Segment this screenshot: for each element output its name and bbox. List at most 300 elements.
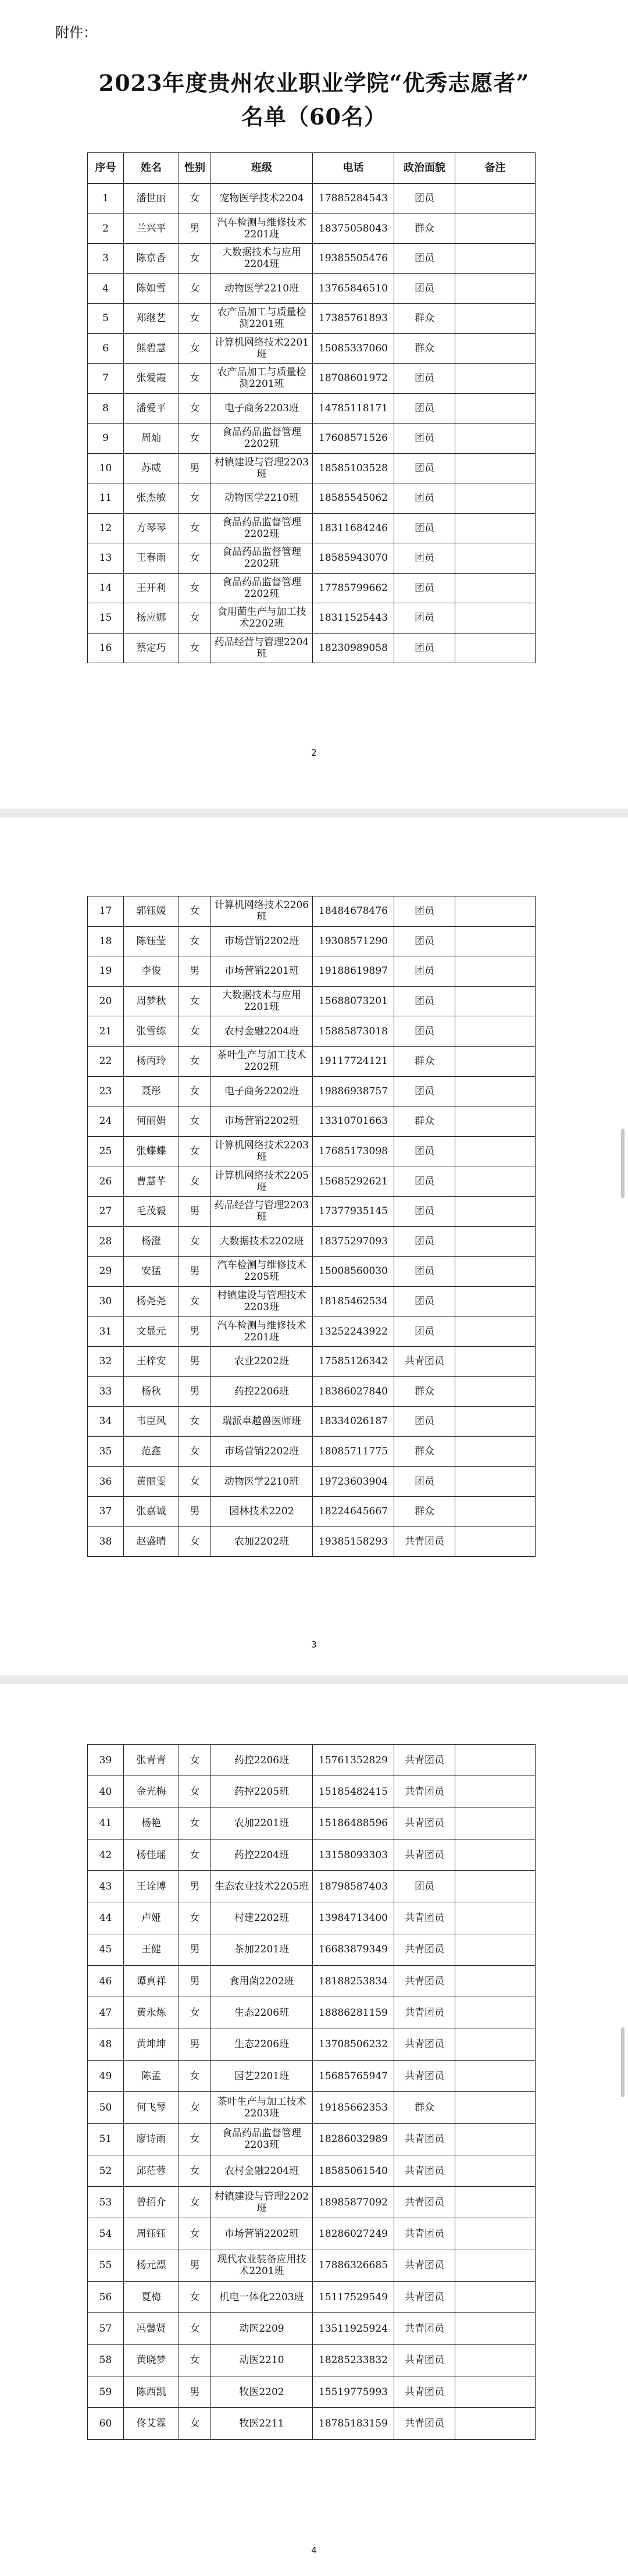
cell-name: 周钰钰 xyxy=(124,2218,179,2250)
cell-class: 药品经营与管理2204班 xyxy=(211,633,313,663)
cell-gender: 男 xyxy=(179,1346,211,1376)
cell-name: 杨秋 xyxy=(124,1376,179,1407)
cell-political-status: 共青团员 xyxy=(394,2282,455,2313)
cell-political-status: 团员 xyxy=(394,273,455,304)
cell-name: 夏梅 xyxy=(124,2282,179,2313)
cell-name: 何丽娟 xyxy=(124,1106,179,1137)
cell-remarks xyxy=(455,2187,536,2218)
table-row xyxy=(88,2123,536,2155)
cell-index: 27 xyxy=(88,1196,124,1226)
cell-phone: 13252243922 xyxy=(313,1317,394,1347)
cell-gender: 男 xyxy=(179,2376,211,2407)
table-row xyxy=(88,513,536,543)
table-row xyxy=(88,1076,536,1106)
cell-name: 黄坤坤 xyxy=(124,2029,179,2060)
cell-remarks xyxy=(455,1966,536,1997)
cell-index: 57 xyxy=(88,2313,124,2344)
table-row xyxy=(88,573,536,603)
cell-gender: 女 xyxy=(179,513,211,543)
cell-index: 9 xyxy=(88,424,124,454)
cell-phone: 18286032989 xyxy=(313,2123,394,2155)
cell-class: 食品药品监督管理2202班 xyxy=(211,513,313,543)
cell-name: 曾招介 xyxy=(124,2187,179,2218)
cell-remarks xyxy=(455,2155,536,2186)
cell-index: 50 xyxy=(88,2092,124,2123)
cell-remarks xyxy=(455,2344,536,2376)
cell-class: 计算机网络技术2201班 xyxy=(211,333,313,364)
cell-index: 48 xyxy=(88,2029,124,2060)
table-row xyxy=(88,304,536,334)
cell-political-status: 群众 xyxy=(394,1376,455,1407)
cell-gender: 女 xyxy=(179,2344,211,2376)
table-row xyxy=(88,364,536,394)
cell-class: 食用菌2202班 xyxy=(211,1966,313,1997)
table-row xyxy=(88,1106,536,1137)
cell-phone: 19886938757 xyxy=(313,1076,394,1106)
cell-phone: 19385158293 xyxy=(313,1527,394,1557)
cell-political-status: 团员 xyxy=(394,1076,455,1106)
cell-remarks xyxy=(455,1871,536,1902)
cell-index: 54 xyxy=(88,2218,124,2250)
table-row xyxy=(88,1776,536,1808)
table-row xyxy=(88,1257,536,1287)
cell-phone: 18286027249 xyxy=(313,2218,394,2250)
cell-name: 陈如雪 xyxy=(124,273,179,304)
cell-index: 7 xyxy=(88,364,124,394)
cell-class: 汽车检测与维修技术2201班 xyxy=(211,214,313,244)
cell-index: 59 xyxy=(88,2376,124,2407)
cell-gender: 女 xyxy=(179,1839,211,1870)
cell-remarks xyxy=(455,2250,536,2281)
cell-class: 农村金融2204班 xyxy=(211,2155,313,2186)
cell-gender: 女 xyxy=(179,2123,211,2155)
cell-remarks xyxy=(455,214,536,244)
cell-remarks xyxy=(455,2218,536,2250)
cell-phone: 17385761893 xyxy=(313,304,394,334)
cell-gender: 女 xyxy=(179,1226,211,1257)
cell-political-status: 团员 xyxy=(394,1257,455,1287)
cell-gender: 男 xyxy=(179,1257,211,1287)
cell-gender: 男 xyxy=(179,2029,211,2060)
cell-remarks xyxy=(455,1346,536,1376)
cell-phone: 18230989058 xyxy=(313,633,394,663)
cell-index: 8 xyxy=(88,393,124,424)
cell-phone: 18085711775 xyxy=(313,1436,394,1467)
cell-index: 3 xyxy=(88,244,124,274)
cell-remarks xyxy=(455,986,536,1016)
table-row xyxy=(88,333,536,364)
cell-name: 冯馨贤 xyxy=(124,2313,179,2344)
cell-name: 毛茂毅 xyxy=(124,1196,179,1226)
table-row xyxy=(88,2250,536,2281)
page-number: 3 xyxy=(311,1639,317,1650)
cell-name: 郑继艺 xyxy=(124,304,179,334)
cell-gender: 女 xyxy=(179,244,211,274)
cell-name: 黄永炼 xyxy=(124,1997,179,2029)
cell-phone: 15008560030 xyxy=(313,1257,394,1287)
table-row xyxy=(88,1196,536,1226)
cell-phone: 18785183159 xyxy=(313,2408,394,2439)
table-row xyxy=(88,1317,536,1347)
cell-political-status: 共青团员 xyxy=(394,1808,455,1839)
cell-political-status: 共青团员 xyxy=(394,1745,455,1776)
cell-remarks xyxy=(455,1257,536,1287)
cell-gender: 女 xyxy=(179,2155,211,2186)
cell-index: 46 xyxy=(88,1966,124,1997)
cell-class: 大数据技术2202班 xyxy=(211,1226,313,1257)
table-row xyxy=(88,2155,536,2186)
cell-name: 王健 xyxy=(124,1934,179,1965)
cell-remarks xyxy=(455,1407,536,1437)
cell-class: 动物医学2210班 xyxy=(211,483,313,514)
cell-index: 29 xyxy=(88,1257,124,1287)
table-row xyxy=(88,2092,536,2123)
cell-phone: 17885284543 xyxy=(313,184,394,214)
cell-name: 周灿 xyxy=(124,424,179,454)
cell-class: 大数据技术与应用2201班 xyxy=(211,986,313,1016)
cell-political-status: 共青团员 xyxy=(394,2313,455,2344)
volunteer-table-page-2 xyxy=(87,896,536,1557)
table-row xyxy=(88,1934,536,1965)
cell-political-status: 共青团员 xyxy=(394,2408,455,2439)
cell-gender: 女 xyxy=(179,633,211,663)
cell-gender: 男 xyxy=(179,2250,211,2281)
cell-political-status: 团员 xyxy=(394,603,455,634)
cell-remarks xyxy=(455,2376,536,2407)
cell-political-status: 团员 xyxy=(394,1407,455,1437)
table-row xyxy=(88,2282,536,2313)
cell-gender: 女 xyxy=(179,2313,211,2344)
cell-class: 农产品加工与质量检测2201班 xyxy=(211,304,313,334)
table-row xyxy=(88,1226,536,1257)
header-name: 姓名 xyxy=(124,153,179,184)
cell-class: 计算机网络技术2203班 xyxy=(211,1136,313,1166)
cell-remarks xyxy=(455,1286,536,1317)
cell-class: 园林技术2202 xyxy=(211,1496,313,1527)
cell-class: 农加2202班 xyxy=(211,1527,313,1557)
table-row xyxy=(88,453,536,483)
cell-gender: 女 xyxy=(179,1467,211,1497)
cell-name: 潘爱平 xyxy=(124,393,179,424)
cell-gender: 女 xyxy=(179,1166,211,1197)
table-row xyxy=(88,543,536,574)
table-row xyxy=(88,1997,536,2029)
table-row xyxy=(88,2218,536,2250)
cell-name: 陈孟 xyxy=(124,2060,179,2091)
cell-class: 食品药品监督管理2202班 xyxy=(211,573,313,603)
cell-index: 41 xyxy=(88,1808,124,1839)
cell-class: 机电一体化2203班 xyxy=(211,2282,313,2313)
cell-class: 村镇建设与管理2202班 xyxy=(211,2187,313,2218)
cell-class: 药控2206班 xyxy=(211,1376,313,1407)
cell-index: 11 xyxy=(88,483,124,514)
cell-class: 市场营销2202班 xyxy=(211,1436,313,1467)
table-row xyxy=(88,393,536,424)
cell-remarks xyxy=(455,926,536,956)
cell-class: 食品药品监督管理2202班 xyxy=(211,543,313,574)
cell-phone: 13310701663 xyxy=(313,1106,394,1137)
cell-class: 宠物医学技术2204 xyxy=(211,184,313,214)
cell-name: 金光梅 xyxy=(124,1776,179,1808)
cell-name: 黄丽雯 xyxy=(124,1467,179,1497)
cell-index: 45 xyxy=(88,1934,124,1965)
cell-remarks xyxy=(455,2060,536,2091)
cell-name: 蔡定巧 xyxy=(124,633,179,663)
cell-phone: 19723603904 xyxy=(313,1467,394,1497)
cell-remarks xyxy=(455,1997,536,2029)
cell-remarks xyxy=(455,1226,536,1257)
cell-phone: 17585126342 xyxy=(313,1346,394,1376)
cell-remarks xyxy=(455,1076,536,1106)
cell-political-status: 团员 xyxy=(394,184,455,214)
cell-index: 40 xyxy=(88,1776,124,1808)
header-remarks: 备注 xyxy=(455,153,536,184)
table-row xyxy=(88,1871,536,1902)
cell-name: 熊碧慧 xyxy=(124,333,179,364)
document-page-1 xyxy=(0,0,628,809)
cell-phone: 18585103528 xyxy=(313,453,394,483)
table-row xyxy=(88,956,536,987)
cell-index: 22 xyxy=(88,1046,124,1076)
cell-class: 电子商务2202班 xyxy=(211,1076,313,1106)
table-row xyxy=(88,1902,536,1934)
cell-remarks xyxy=(455,1902,536,1934)
cell-remarks xyxy=(455,1317,536,1347)
cell-gender: 男 xyxy=(179,1871,211,1902)
cell-remarks xyxy=(455,2123,536,2155)
cell-gender: 女 xyxy=(179,1776,211,1808)
cell-political-status: 团员 xyxy=(394,483,455,514)
cell-index: 43 xyxy=(88,1871,124,1902)
cell-class: 瑞派卓越兽医师班 xyxy=(211,1407,313,1437)
cell-class: 茶叶生产与加工技术2203班 xyxy=(211,2092,313,2123)
cell-index: 33 xyxy=(88,1376,124,1407)
cell-remarks xyxy=(455,184,536,214)
cell-class: 动物医学2210班 xyxy=(211,273,313,304)
table-row xyxy=(88,2313,536,2344)
cell-name: 黄晓梦 xyxy=(124,2344,179,2376)
cell-political-status: 共青团员 xyxy=(394,2344,455,2376)
cell-political-status: 群众 xyxy=(394,2092,455,2123)
cell-political-status: 团员 xyxy=(394,1196,455,1226)
cell-name: 郭钰媛 xyxy=(124,896,179,927)
cell-remarks xyxy=(455,1527,536,1557)
cell-class: 汽车检测与维修技术2201班 xyxy=(211,1317,313,1347)
scrollbar-thumb[interactable] xyxy=(621,2027,625,2097)
cell-gender: 女 xyxy=(179,2060,211,2091)
cell-political-status: 团员 xyxy=(394,986,455,1016)
cell-class: 农产品加工与质量检测2201班 xyxy=(211,364,313,394)
cell-phone: 15685292621 xyxy=(313,1166,394,1197)
cell-remarks xyxy=(455,1136,536,1166)
cell-political-status: 共青团员 xyxy=(394,2155,455,2186)
cell-class: 农业2202班 xyxy=(211,1346,313,1376)
cell-index: 6 xyxy=(88,333,124,364)
cell-phone: 13158093303 xyxy=(313,1839,394,1870)
cell-gender: 女 xyxy=(179,364,211,394)
document-title-line-2: 名单（60名） xyxy=(241,104,387,130)
cell-remarks xyxy=(455,1046,536,1076)
cell-gender: 男 xyxy=(179,214,211,244)
cell-index: 5 xyxy=(88,304,124,334)
page-number: 4 xyxy=(311,2545,317,2556)
cell-index: 44 xyxy=(88,1902,124,1934)
cell-index: 55 xyxy=(88,2250,124,2281)
cell-political-status: 共青团员 xyxy=(394,1934,455,1965)
cell-phone: 18375297093 xyxy=(313,1226,394,1257)
cell-phone: 18334026187 xyxy=(313,1407,394,1437)
cell-index: 10 xyxy=(88,453,124,483)
cell-gender: 女 xyxy=(179,1808,211,1839)
cell-phone: 15519775993 xyxy=(313,2376,394,2407)
cell-remarks xyxy=(455,956,536,987)
cell-phone: 18585061540 xyxy=(313,2155,394,2186)
cell-name: 赵盛晴 xyxy=(124,1527,179,1557)
cell-phone: 17886326685 xyxy=(313,2250,394,2281)
cell-phone: 19117724121 xyxy=(313,1046,394,1076)
cell-name: 张青青 xyxy=(124,1745,179,1776)
cell-index: 25 xyxy=(88,1136,124,1166)
cell-index: 4 xyxy=(88,273,124,304)
cell-gender: 女 xyxy=(179,603,211,634)
cell-phone: 19385505476 xyxy=(313,244,394,274)
scrollbar-thumb[interactable] xyxy=(621,1129,625,1198)
cell-class: 药控2205班 xyxy=(211,1776,313,1808)
cell-phone: 18708601972 xyxy=(313,364,394,394)
cell-name: 韦臣风 xyxy=(124,1407,179,1437)
cell-gender: 男 xyxy=(179,453,211,483)
cell-political-status: 团员 xyxy=(394,633,455,663)
cell-class: 药品经营与管理2203班 xyxy=(211,1196,313,1226)
document-title-line-1: 2023年度贵州农业职业学院“优秀志愿者” xyxy=(98,70,530,96)
cell-index: 42 xyxy=(88,1839,124,1870)
table-row xyxy=(88,926,536,956)
cell-phone: 18386027840 xyxy=(313,1376,394,1407)
cell-political-status: 共青团员 xyxy=(394,2123,455,2155)
cell-class: 市场营销2202班 xyxy=(211,1106,313,1137)
cell-political-status: 团员 xyxy=(394,1136,455,1166)
header-class: 班级 xyxy=(211,153,313,184)
table-row xyxy=(88,1136,536,1166)
cell-phone: 15761352829 xyxy=(313,1745,394,1776)
page-separator xyxy=(0,809,628,817)
cell-remarks xyxy=(455,333,536,364)
cell-political-status: 团员 xyxy=(394,1166,455,1197)
cell-index: 16 xyxy=(88,633,124,663)
cell-remarks xyxy=(455,2029,536,2060)
cell-class: 牧医2211 xyxy=(211,2408,313,2439)
cell-political-status: 团员 xyxy=(394,956,455,987)
cell-political-status: 共青团员 xyxy=(394,2060,455,2091)
cell-name: 王春雨 xyxy=(124,543,179,574)
cell-phone: 17377935145 xyxy=(313,1196,394,1226)
cell-name: 杨佳瑶 xyxy=(124,1839,179,1870)
table-row xyxy=(88,1407,536,1437)
cell-gender: 女 xyxy=(179,1286,211,1317)
cell-gender: 女 xyxy=(179,1745,211,1776)
cell-political-status: 共青团员 xyxy=(394,2376,455,2407)
cell-index: 47 xyxy=(88,1997,124,2029)
cell-remarks xyxy=(455,273,536,304)
cell-phone: 18188253834 xyxy=(313,1966,394,1997)
cell-remarks xyxy=(455,1839,536,1870)
cell-political-status: 群众 xyxy=(394,333,455,364)
cell-class: 动医2210 xyxy=(211,2344,313,2376)
page-separator xyxy=(0,1675,628,1684)
cell-political-status: 共青团员 xyxy=(394,2187,455,2218)
cell-name: 张雪练 xyxy=(124,1016,179,1047)
cell-gender: 男 xyxy=(179,1966,211,1997)
cell-phone: 19308571290 xyxy=(313,926,394,956)
cell-name: 王梓安 xyxy=(124,1346,179,1376)
cell-name: 杨尧尧 xyxy=(124,1286,179,1317)
cell-name: 邱茫蓉 xyxy=(124,2155,179,2186)
cell-phone: 18585545062 xyxy=(313,483,394,514)
cell-phone: 18285233832 xyxy=(313,2344,394,2376)
cell-political-status: 团员 xyxy=(394,1286,455,1317)
cell-political-status: 团员 xyxy=(394,424,455,454)
cell-class: 生态2206班 xyxy=(211,2029,313,2060)
cell-gender: 女 xyxy=(179,926,211,956)
cell-remarks xyxy=(455,2092,536,2123)
table-row xyxy=(88,1745,536,1776)
cell-phone: 15885873018 xyxy=(313,1016,394,1047)
cell-index: 24 xyxy=(88,1106,124,1137)
cell-gender: 女 xyxy=(179,273,211,304)
cell-political-status: 团员 xyxy=(394,1317,455,1347)
cell-index: 58 xyxy=(88,2344,124,2376)
cell-remarks xyxy=(455,424,536,454)
cell-index: 14 xyxy=(88,573,124,603)
table-row xyxy=(88,1808,536,1839)
cell-name: 兰兴平 xyxy=(124,214,179,244)
table-row xyxy=(88,1839,536,1870)
cell-gender: 女 xyxy=(179,1436,211,1467)
header-index: 序号 xyxy=(88,153,124,184)
cell-class: 食品药品监督管理2202班 xyxy=(211,424,313,454)
cell-remarks xyxy=(455,1808,536,1839)
cell-gender: 女 xyxy=(179,1106,211,1137)
table-row xyxy=(88,1436,536,1467)
table-row xyxy=(88,1467,536,1497)
cell-index: 28 xyxy=(88,1226,124,1257)
table-row xyxy=(88,1346,536,1376)
cell-phone: 15186488596 xyxy=(313,1808,394,1839)
cell-phone: 18585943070 xyxy=(313,543,394,574)
cell-name: 杨艳 xyxy=(124,1808,179,1839)
cell-phone: 13511925924 xyxy=(313,2313,394,2344)
cell-name: 聂彤 xyxy=(124,1076,179,1106)
cell-name: 王开利 xyxy=(124,573,179,603)
cell-remarks xyxy=(455,2282,536,2313)
cell-name: 张杰敏 xyxy=(124,483,179,514)
cell-gender: 女 xyxy=(179,2218,211,2250)
cell-class: 药控2204班 xyxy=(211,1839,313,1870)
cell-phone: 18886281159 xyxy=(313,1997,394,2029)
cell-index: 30 xyxy=(88,1286,124,1317)
cell-political-status: 群众 xyxy=(394,1106,455,1137)
cell-gender: 女 xyxy=(179,986,211,1016)
cell-political-status: 群众 xyxy=(394,1436,455,1467)
cell-remarks xyxy=(455,1467,536,1497)
cell-class: 村镇建设与管理2203班 xyxy=(211,453,313,483)
cell-remarks xyxy=(455,2408,536,2439)
cell-political-status: 团员 xyxy=(394,1226,455,1257)
table-row xyxy=(88,273,536,304)
header-gender: 性别 xyxy=(179,153,211,184)
cell-remarks xyxy=(455,633,536,663)
cell-gender: 女 xyxy=(179,424,211,454)
